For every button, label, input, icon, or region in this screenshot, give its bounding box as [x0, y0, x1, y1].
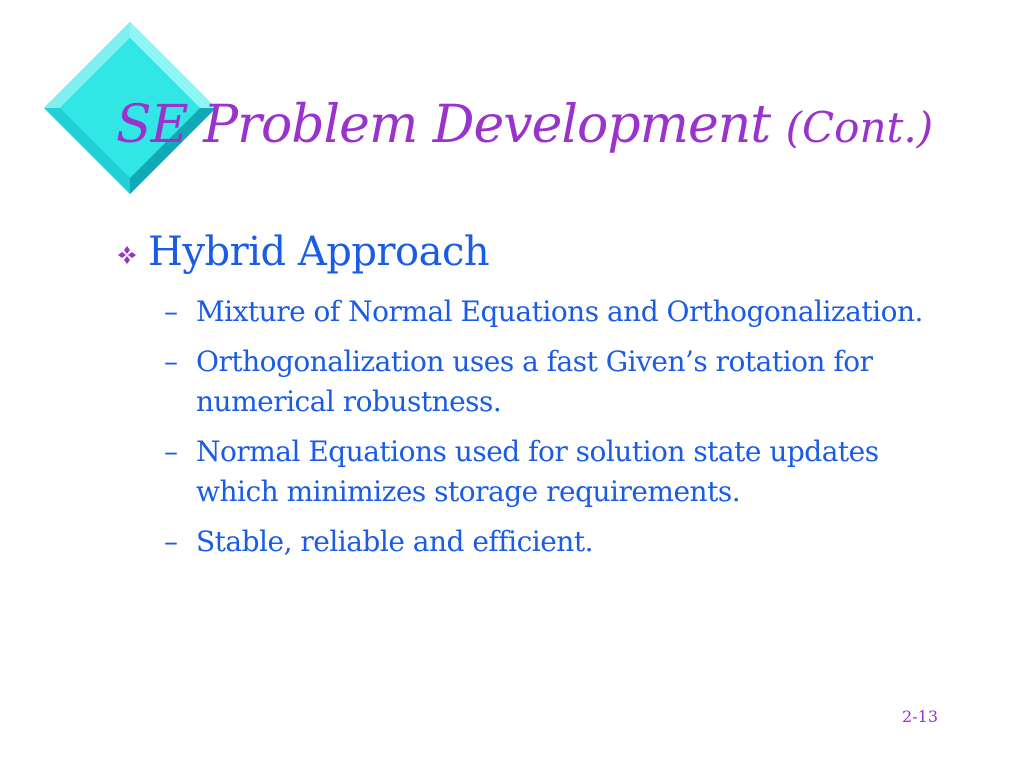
sub-bullet-item — [164, 432, 964, 512]
sub-bullet-dash: – — [164, 345, 178, 378]
sub-bullet-dash: – — [164, 525, 178, 558]
sub-bullet-text: Stable, reliable and efficient. — [196, 525, 593, 558]
sub-bullet-text: Normal Equations used for solution state updates which minimizes storage requirements. — [196, 435, 879, 508]
sub-bullet-item — [164, 292, 964, 332]
page-number: 2-13 — [902, 707, 938, 726]
sub-bullet-text: Mixture of Normal Equations and Orthogonalization. — [196, 295, 923, 328]
main-bullet — [116, 228, 489, 276]
sub-bullet-text: Orthogonalization uses a fast Given’s rotation for numerical robustness. — [196, 345, 873, 418]
main-bullet-text: Hybrid Approach — [148, 229, 490, 275]
slide-title-main: SE Problem Development — [116, 95, 771, 155]
sub-bullet-dash: – — [164, 295, 178, 328]
four-petal-diamond-bullet-icon — [116, 244, 138, 266]
sub-bullet-item — [164, 342, 964, 422]
sub-bullet-list — [164, 292, 964, 572]
sub-bullet-item — [164, 522, 964, 562]
sub-bullet-dash: – — [164, 435, 178, 468]
slide-title — [116, 96, 933, 156]
slide-title-suffix: (Cont.) — [785, 103, 934, 152]
